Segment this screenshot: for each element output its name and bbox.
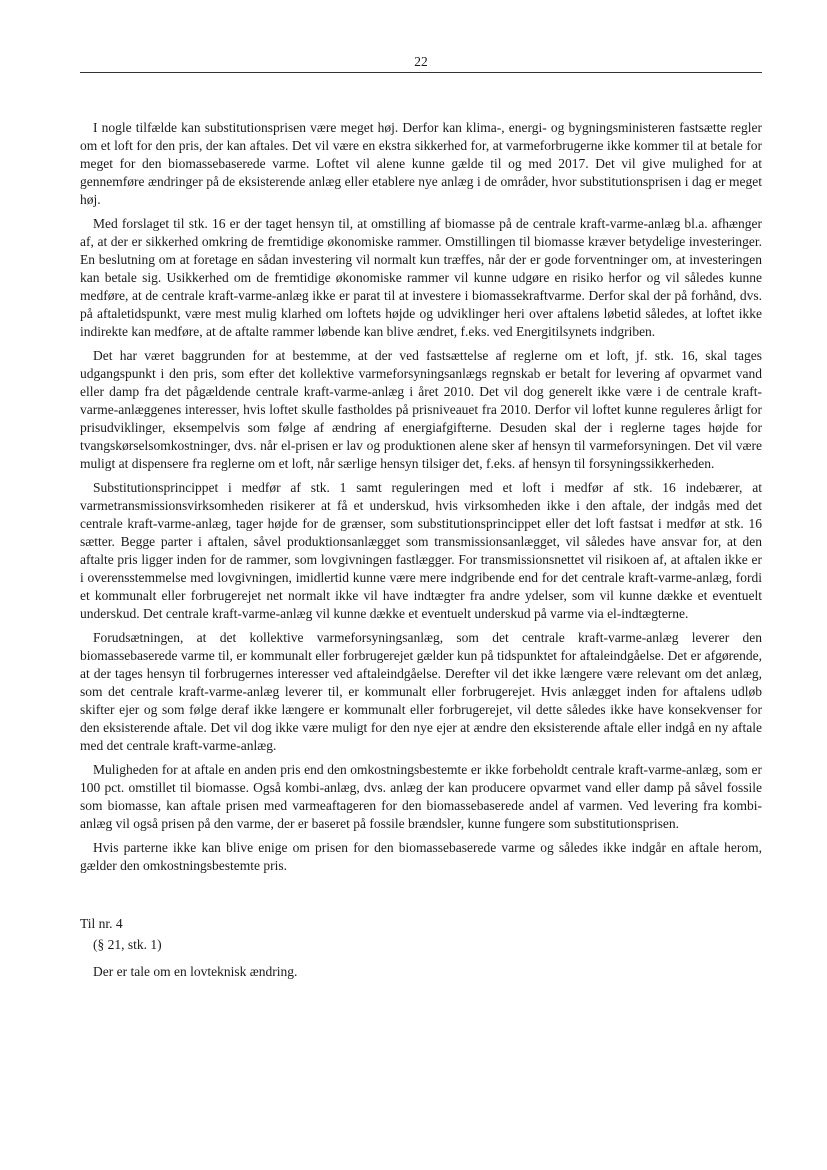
section-reference: (§ 21, stk. 1) <box>93 937 162 952</box>
section-heading: Til nr. 4 <box>80 916 123 931</box>
paragraph: Substitutionsprincippet i medfør af stk. 1 samt reguleringen med et loft i medfør af stk. 16 indebærer, at varmetransmissionsvirksomheden risikerer at få et underskud, hvis virksomheden ikke i den aftale, der indgås med det centrale kraft-varme-anlæg, tager højde for de grænser, som substitutionsprincippet eller det loft fastsat i medfør at stk. 16 sætter. Begge parter i aftalen, såvel produktionsanlægget som transmissionsanlægget, vil således have ansvar for, at den aftalte pris ligger inden for de rammer, som lovgivningen fastlægger. For transmissionsnettet vil risikoen af, at aftalen ikke er i overensstemmelse med lovgivningen, imidlertid kunne være mere indgribende end for det centrale kraft-varme-anlæg, fordi et kommunalt eller forbrugerejet net normalt ikke vil have indtægter fra andre ydelser, som vil kunne dække et eventuelt underskud. Det centrale kraft-varme-anlæg vil kunne dække et eventuelt underskud på varme via el-indtægterne. <box>80 480 762 621</box>
document-body <box>80 119 762 981</box>
paragraph: Med forslaget til stk. 16 er der taget hensyn til, at omstilling af biomasse på de centrale kraft-varme-anlæg bl.a. afhænger af, at der er sikkerhed omkring de fremtidige økonomiske rammer. Omstillingen til biomasse kræver betydelige investeringer. En beslutning om at foretage en sådan investering vil normalt kun træffes, når der er gode forventninger om, at investeringen kan betale sig. Usikkerhed om de fremtidige økonomiske rammer vil kunne udgøre en risiko herfor og vil således kunne medføre, at de centrale kraft-varme-anlæg ikke er parat til at investere i biomassekraftvarme. Derfor skal der på forhånd, dvs. på aftaletidspunkt, være mest mulig klarhed om loftets højde og udviklinger heri over aftalens løbetid således, at loftet ikke indirekte kan medføre, at de aftalte rammer løbende kan blive ændret, f.eks. ved Energitilsynets indgriben. <box>80 216 762 339</box>
amendment-section <box>80 915 762 981</box>
paragraph: I nogle tilfælde kan substitutionsprisen være meget høj. Derfor kan klima-, energi- og bygningsministeren fastsætte regler om et loft for den pris, der kan aftales. Det vil være en ekstra sikkerhed for, at varmeforbrugerne ikke kommer til at betale for meget for den biomassebaserede varme. Loftet vil alene kunne gælde til og med 2017. Det vil give mulighed for at gennemføre ændringer på de eksisterende anlæg eller etablere nye anlæg i de områder, hvor substitutionsprisen i dag er meget høj. <box>80 120 762 207</box>
page-number: 22 <box>414 54 428 69</box>
paragraph: Forudsætningen, at det kollektive varmeforsyningsanlæg, som det centrale kraft-varme-anlæg leverer den biomassebaserede varme til, er kommunalt eller forbrugerejet gælder kun på tidspunktet for aftaleindgåelse. Det er afgørende, at der tages hensyn til forbrugernes interesser ved aftaleindgåelse. Derefter vil det ikke længere være relevant om det anlæg, som det centrale kraft-varme-anlæg leverer til, er kommunalt eller forbrugerejet. Hvis anlægget inden for aftalens udløb skifter ejer og som følge deraf ikke længere er kommunalt eller forbrugerejet, vil dette således ikke have konsekvenser for den eksisterende aftale. Det vil dog ikke være muligt for den nye ejer at ændre den eksisterende aftale eller indgå en ny aftale med det centrale kraft-varme-anlæg. <box>80 630 762 753</box>
paragraph: Muligheden for at aftale en anden pris end den omkostningsbestemte er ikke forbeholdt centrale kraft-varme-anlæg, som er 100 pct. omstillet til biomasse. Også kombi-anlæg, dvs. anlæg der kan producere opvarmet vand eller damp på såvel fossile som biomasse, kan aftale prisen med varmeaftageren for den biomassebaserede andel af varmen. Ved levering fra kombi-anlæg vil også prisen på den varme, der er baseret på fossile brændsler, kunne fungere som substitutionsprisen. <box>80 762 762 831</box>
paragraph: Hvis parterne ikke kan blive enige om prisen for den biomassebaserede varme og således ikke indgår en aftale herom, gælder den omkostningsbestemte pris. <box>80 840 762 873</box>
header-rule <box>80 72 762 73</box>
section-text: Der er tale om en lovteknisk ændring. <box>93 964 298 979</box>
paragraph: Det har været baggrunden for at bestemme, at der ved fastsættelse af reglerne om et loft, jf. stk. 16, skal tages udgangspunkt i den pris, som efter det kollektive varmeforsyningsanlægs regnskab er betalt for levering af opvarmet vand eller damp fra det pågældende centrale kraft-varme-anlæg i året 2010. Det vil dog generelt ikke være i de centrale kraft-varme-anlæggenes interesser, hvis loftet skulle fastholdes på prisniveauet fra 2010. Derfor vil loftet kunne reguleres årligt for prisudviklinger, eksempelvis som følge af ændring af energiafgifterne. Desuden skal der i reglerne tages højde for tvangskørselsomkostninger, dvs. når el-prisen er lav og produktionen alene sker af hensyn til varmeforsyningen. Det vil være muligt at dispensere fra reglerne om et loft, når særlige hensyn tilsiger det, f.eks. af hensyn til forsyningssikkerheden. <box>80 348 762 471</box>
